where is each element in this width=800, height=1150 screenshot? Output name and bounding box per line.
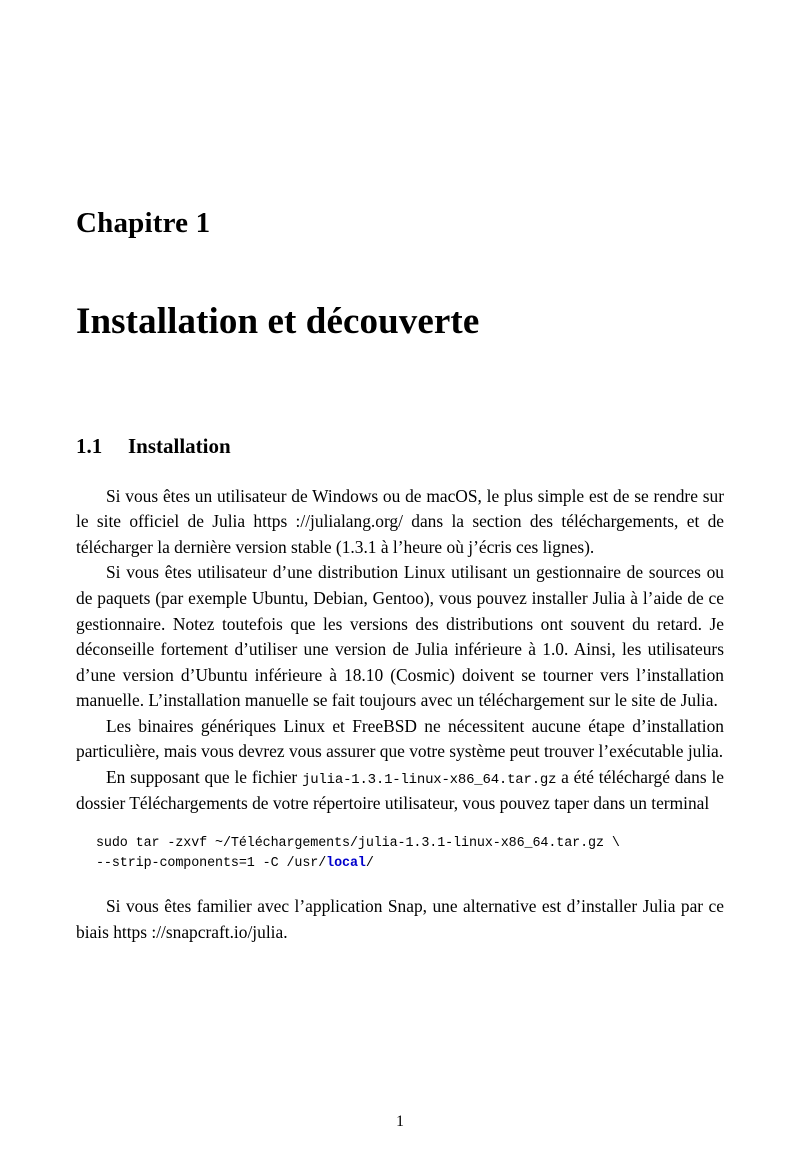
paragraph-1: Si vous êtes un utilisateur de Windows ou de macOS, le plus simple est de se rendre sur le site officiel de Julia https ://julialang.org/ dans la section des téléchargements, et de télécharger la dernière version stable (1.3.1 à l’heure où j’écris ces lignes). xyxy=(76,485,724,557)
section-number: 1.1 xyxy=(76,433,103,458)
inline-code-filename: julia-1.3.1-linux-x86_64.tar.gz xyxy=(302,772,557,789)
page-number: 1 xyxy=(396,1113,404,1130)
paragraph-text-before: En supposant que le fichier xyxy=(106,767,303,788)
code-line-2-before: --strip-components=1 -C /usr/ xyxy=(96,856,327,872)
paragraph-2: Si vous êtes utilisateur d’une distribution Linux utilisant un gestionnaire de sources ou de paquets (par exemple Ubuntu, Debian, Gentoo), vous pouvez installer Julia à l’aide de ce gestionnaire. Notez toutefois que les versions des distributions ont souvent du retard. Je déconseille fortement d’utiliser une version de Julia inférieure à 1.0. Ainsi, les utilisateurs d’une version d’Ubuntu inférieure à 18.10 (Cosmic) doivent se tourner vers l’installation manuelle. L’installation manuelle se fait toujours avec un téléchargement sur le site de Julia. xyxy=(76,562,724,711)
section-heading xyxy=(76,343,724,458)
chapter-title: Installation et découverte xyxy=(76,300,480,342)
section-title: Installation xyxy=(128,433,231,458)
code-keyword-local: local xyxy=(326,856,366,872)
paragraph-last: Si vous êtes familier avec l’application Snap, une alternative est d’installer Julia par ce biais https ://snapcraft.io/julia. xyxy=(76,896,724,942)
code-block xyxy=(76,834,724,874)
chapter-number: Chapitre 1 xyxy=(76,207,211,239)
paragraph-3: Les binaires génériques Linux et FreeBSD ne nécessitent aucune étape d’installation particulière, mais vous devrez vous assurer que votre système peut trouver l’exécutable julia. xyxy=(76,715,724,762)
code-line-2-after: / xyxy=(365,856,374,872)
paragraph-text-after: a été téléchargé dans le dossier Téléchargements de votre répertoire utilisateur, vous pouvez taper dans un terminal xyxy=(76,767,724,813)
paragraph-with-inline-code xyxy=(76,765,724,816)
code-line-1: sudo tar -zxvf ~/Téléchargements/julia-1.3.1-linux-x86_64.tar.gz \ xyxy=(96,836,620,852)
